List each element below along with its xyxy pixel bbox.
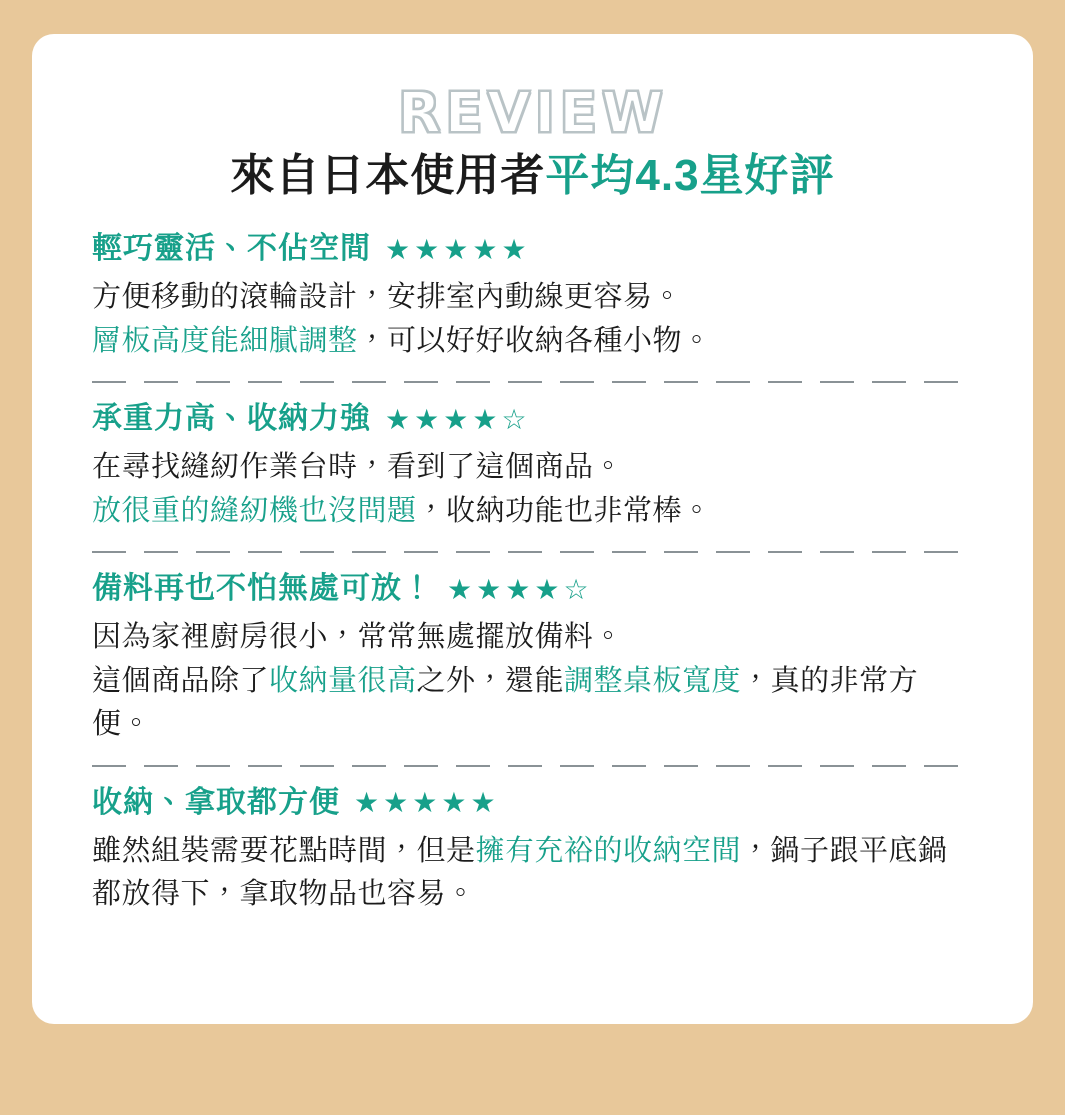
star-empty-icon: ☆ bbox=[563, 573, 589, 605]
review-title-row bbox=[92, 399, 973, 438]
star-filled-icon: ★ bbox=[472, 403, 498, 435]
review-title-row bbox=[92, 229, 973, 268]
star-filled-icon: ★ bbox=[443, 233, 469, 265]
review-title-row bbox=[92, 783, 973, 822]
review-text: 這個商品除了 bbox=[92, 664, 270, 697]
review-body bbox=[92, 616, 973, 747]
review-highlight: 放很重的縫紉機也沒問題 bbox=[92, 494, 417, 527]
eyebrow-review-label: REVIEW bbox=[397, 81, 668, 146]
review-highlight: 層板高度能細膩調整 bbox=[92, 324, 358, 357]
star-filled-icon: ★ bbox=[412, 787, 438, 818]
review-highlight: 收納量很高 bbox=[269, 664, 417, 697]
rating-stars bbox=[385, 233, 527, 265]
rating-stars bbox=[385, 403, 527, 435]
star-empty-icon: ☆ bbox=[501, 403, 527, 435]
star-filled-icon: ★ bbox=[443, 403, 469, 435]
review-card bbox=[32, 34, 1033, 1024]
star-filled-icon: ★ bbox=[534, 573, 560, 605]
review-text: 雖然組裝需要花點時間，但是 bbox=[92, 834, 476, 867]
rating-stars bbox=[354, 789, 496, 817]
review-text: ，鍋子跟平底鍋都放得下，拿取物品也容易。 bbox=[92, 834, 948, 910]
review-title: 備料再也不怕無處可放！ bbox=[92, 572, 433, 605]
review-text: ，可以好好收納各種小物。 bbox=[357, 324, 712, 357]
star-filled-icon: ★ bbox=[472, 233, 498, 265]
star-filled-icon: ★ bbox=[447, 573, 473, 605]
rating-stars bbox=[447, 573, 589, 605]
star-filled-icon: ★ bbox=[414, 403, 440, 435]
star-filled-icon: ★ bbox=[501, 233, 527, 265]
list-item bbox=[92, 399, 973, 533]
star-filled-icon: ★ bbox=[354, 787, 380, 818]
review-body bbox=[92, 830, 973, 917]
review-line bbox=[92, 660, 973, 747]
review-title: 收納、拿取都方便 bbox=[92, 785, 340, 819]
star-filled-icon: ★ bbox=[441, 787, 467, 818]
review-text: ，真的非常方便。 bbox=[92, 664, 919, 740]
star-filled-icon: ★ bbox=[385, 233, 411, 265]
review-highlight: 調整桌板寬度 bbox=[564, 664, 742, 697]
review-line: 因為家裡廚房很小，常常無處擺放備料。 bbox=[92, 621, 624, 653]
review-line bbox=[92, 830, 973, 917]
review-title-row bbox=[92, 569, 973, 608]
star-filled-icon: ★ bbox=[476, 573, 502, 605]
review-body bbox=[92, 276, 973, 363]
review-line: 方便移動的滾輪設計，安排室內動線更容易。 bbox=[92, 281, 683, 313]
star-filled-icon: ★ bbox=[385, 403, 411, 435]
page-title bbox=[32, 148, 1033, 203]
review-highlight: 擁有充裕的收納空間 bbox=[475, 834, 742, 867]
divider bbox=[92, 551, 973, 553]
review-text: ，收納功能也非常棒。 bbox=[416, 494, 712, 527]
review-text: 之外，還能 bbox=[416, 664, 565, 697]
review-body bbox=[92, 446, 973, 533]
list-item bbox=[92, 229, 973, 363]
divider bbox=[92, 381, 973, 383]
divider bbox=[92, 765, 973, 767]
star-filled-icon: ★ bbox=[383, 787, 409, 818]
list-item bbox=[92, 783, 973, 917]
card-header bbox=[32, 34, 1033, 203]
review-line bbox=[92, 320, 973, 364]
star-filled-icon: ★ bbox=[505, 573, 531, 605]
review-list bbox=[32, 229, 1033, 917]
headline-plain: 來自日本使用者 bbox=[230, 151, 546, 200]
headline-accent: 平均4.3星好評 bbox=[545, 151, 835, 200]
review-line: 在尋找縫紉作業台時，看到了這個商品。 bbox=[92, 451, 624, 483]
review-title: 承重力高、收納力強 bbox=[92, 402, 371, 435]
star-filled-icon: ★ bbox=[470, 787, 496, 818]
review-line bbox=[92, 490, 973, 534]
review-title: 輕巧靈活、不佔空間 bbox=[92, 232, 371, 265]
star-filled-icon: ★ bbox=[414, 233, 440, 265]
list-item bbox=[92, 569, 973, 747]
